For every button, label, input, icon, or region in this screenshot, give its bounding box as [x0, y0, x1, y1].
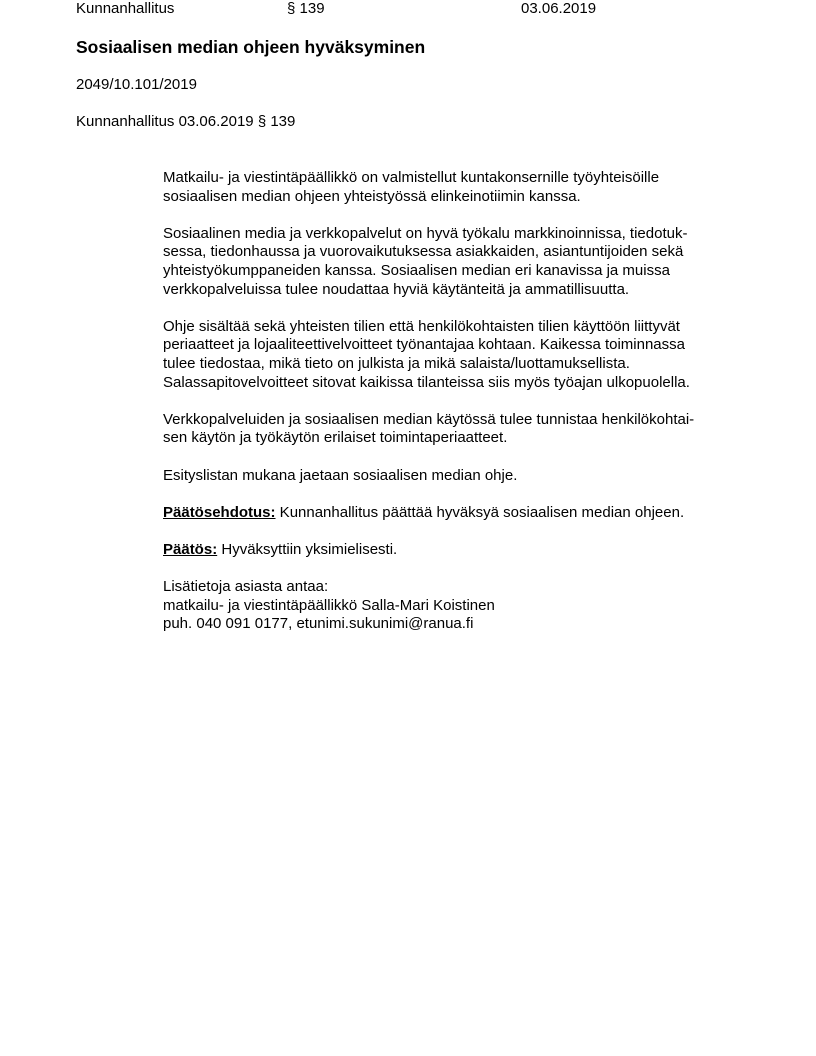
- paragraph-social-media: [163, 225, 763, 299]
- text-line: yhteistyökumppaneiden kanssa. Sosiaalisen median eri kanavissa ja muissa: [163, 261, 670, 279]
- text-line: sessa, tiedonhaussa ja vuorovaikutuksessa asiakkaiden, asiantuntijoiden sekä: [163, 243, 684, 261]
- paragraph-attachment: [163, 467, 763, 486]
- text-line: Esityslistan mukana jaetaan sosiaalisen median ohje.: [163, 466, 518, 484]
- paragraph-usage: [163, 411, 763, 448]
- text-line: verkkopalveluissa tulee noudattaa hyviä käytänteitä ja ammatillisuutta.: [163, 280, 630, 298]
- contact-details: puh. 040 091 0177, etunimi.sukunimi@ranua.fi: [163, 615, 474, 633]
- text-line: sosiaalisen median ohjeen yhteistyössä elinkeinotiimin kanssa.: [163, 187, 581, 205]
- text-line: tulee tiedostaa, mikä tieto on julkista ja mikä salaista/luottamuksellista.: [163, 354, 630, 372]
- decision-label: Päätös:: [163, 540, 218, 558]
- document-title: Sosiaalisen median ohjeen hyväksyminen: [76, 37, 426, 57]
- decision: [163, 541, 763, 560]
- text-line: Verkkopalveluiden ja sosiaalisen median käytössä tulee tunnistaa henkilökohtai-: [163, 410, 695, 428]
- header-section: § 139: [287, 0, 325, 17]
- header-date: 03.06.2019: [521, 0, 597, 17]
- text-line: Ohje sisältää sekä yhteisten tilien että henkilökohtaisten tilien käyttöön liittyvät: [163, 317, 680, 335]
- contact-person: matkailu- ja viestintäpäällikkö Salla-Mari Koistinen: [163, 596, 495, 614]
- decision-text: Hyväksyttiin yksimielisesti.: [217, 540, 398, 558]
- document-body: [163, 169, 763, 652]
- text-line: Matkailu- ja viestintäpäällikkö on valmistellut kuntakonsernille työyhteisöille: [163, 169, 660, 186]
- text-line: periaatteet ja lojaaliteettivelvoitteet työnantajaa kohtaan. Kaikessa toiminnassa: [163, 336, 685, 354]
- paragraph-guideline-content: [163, 318, 763, 392]
- meeting-reference: Kunnanhallitus 03.06.2019 § 139: [76, 113, 296, 130]
- paragraph-intro: [163, 169, 763, 206]
- proposal-text: Kunnanhallitus päättää hyväksyä sosiaalisen median ohjeen.: [275, 503, 685, 521]
- contact-heading: Lisätietoja asiasta antaa:: [163, 578, 329, 596]
- contact-info: [163, 578, 763, 634]
- diary-number: 2049/10.101/2019: [76, 76, 197, 93]
- decision-proposal: [163, 504, 763, 523]
- text-line: Salassapitovelvoitteet sitovat kaikissa tilanteissa siis myös työajan ulkopuolella.: [163, 373, 690, 391]
- text-line: Sosiaalinen media ja verkkopalvelut on hyvä työkalu markkinoinnissa, tiedotuk-: [163, 224, 688, 242]
- proposal-label: Päätösehdotus:: [163, 503, 276, 521]
- header-organ: Kunnanhallitus: [76, 0, 175, 17]
- text-line: sen käytön ja työkäytön erilaiset toimintaperiaatteet.: [163, 429, 508, 447]
